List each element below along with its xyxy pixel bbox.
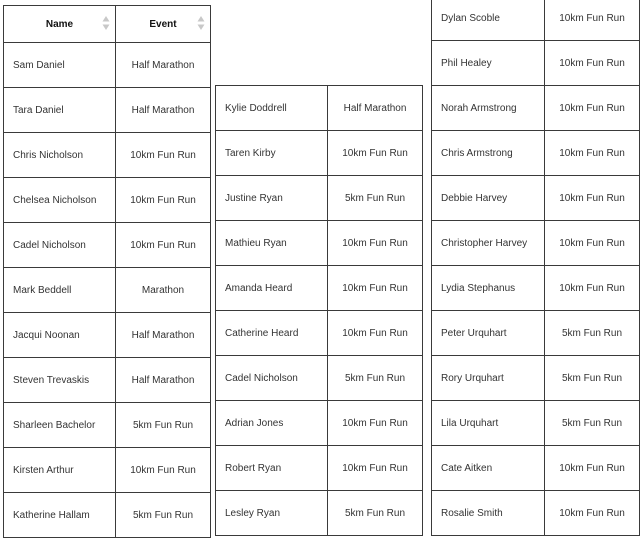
- name-column-header[interactable]: [4, 6, 116, 43]
- event-type: Half Marathon: [116, 43, 211, 88]
- runner-name: Lesley Ryan: [216, 491, 328, 536]
- event-type: 10km Fun Run: [116, 178, 211, 223]
- table-row: [4, 133, 211, 178]
- event-type: 10km Fun Run: [328, 266, 423, 311]
- event-type: 5km Fun Run: [328, 356, 423, 401]
- table-row: [4, 88, 211, 133]
- event-type: Marathon: [116, 268, 211, 313]
- table-row: [4, 358, 211, 403]
- table-row: [432, 131, 640, 176]
- table-row: [432, 176, 640, 221]
- runner-name: Kylie Doddrell: [216, 86, 328, 131]
- table-row: [216, 311, 423, 356]
- table-row: [4, 43, 211, 88]
- registrations-table-3: [431, 0, 640, 536]
- event-type: 10km Fun Run: [328, 131, 423, 176]
- runner-name: Lila Urquhart: [432, 401, 545, 446]
- runner-name: Sam Daniel: [4, 43, 116, 88]
- event-type: 10km Fun Run: [545, 0, 640, 41]
- runner-name: Steven Trevaskis: [4, 358, 116, 403]
- table-row: [4, 448, 211, 493]
- registrations-table-1: [3, 5, 211, 538]
- event-type: Half Marathon: [116, 358, 211, 403]
- table-row: [4, 268, 211, 313]
- runner-name: Rosalie Smith: [432, 491, 545, 536]
- event-type: 10km Fun Run: [545, 176, 640, 221]
- runner-name: Katherine Hallam: [4, 493, 116, 538]
- runner-name: Peter Urquhart: [432, 311, 545, 356]
- event-type: 10km Fun Run: [116, 223, 211, 268]
- sort-icon[interactable]: [197, 15, 205, 31]
- event-type: 10km Fun Run: [545, 446, 640, 491]
- runner-name: Adrian Jones: [216, 401, 328, 446]
- runner-name: Jacqui Noonan: [4, 313, 116, 358]
- table-row: [216, 446, 423, 491]
- runner-name: Sharleen Bachelor: [4, 403, 116, 448]
- registrations-table-2: [215, 85, 423, 536]
- event-type: 10km Fun Run: [545, 491, 640, 536]
- table-row: [432, 311, 640, 356]
- table-row: [432, 356, 640, 401]
- table-row: [216, 266, 423, 311]
- table-row: [432, 0, 640, 41]
- event-type: 10km Fun Run: [545, 86, 640, 131]
- event-type: 10km Fun Run: [545, 221, 640, 266]
- event-header-label: Event: [149, 18, 177, 30]
- runner-name: Cadel Nicholson: [4, 223, 116, 268]
- event-type: Half Marathon: [116, 313, 211, 358]
- table-header-row: [4, 6, 211, 43]
- table-row: [216, 221, 423, 266]
- runner-name: Tara Daniel: [4, 88, 116, 133]
- table-row: [216, 131, 423, 176]
- runner-name: Debbie Harvey: [432, 176, 545, 221]
- runner-name: Cate Aitken: [432, 446, 545, 491]
- event-type: 10km Fun Run: [545, 266, 640, 311]
- table-row: [4, 223, 211, 268]
- event-type: Half Marathon: [116, 88, 211, 133]
- table-row: [432, 86, 640, 131]
- event-type: 10km Fun Run: [545, 131, 640, 176]
- event-type: 5km Fun Run: [328, 491, 423, 536]
- sort-icon[interactable]: [102, 15, 110, 31]
- runner-name: Robert Ryan: [216, 446, 328, 491]
- event-type: 10km Fun Run: [328, 311, 423, 356]
- name-header-label: Name: [45, 18, 74, 30]
- runner-name: Norah Armstrong: [432, 86, 545, 131]
- table-row: [432, 401, 640, 446]
- event-type: 5km Fun Run: [328, 176, 423, 221]
- table-row: [216, 356, 423, 401]
- event-type: 10km Fun Run: [328, 401, 423, 446]
- event-type: 5km Fun Run: [116, 403, 211, 448]
- event-type: Half Marathon: [328, 86, 423, 131]
- event-type: 10km Fun Run: [116, 448, 211, 493]
- table-row: [216, 176, 423, 221]
- event-column-header[interactable]: [116, 6, 211, 43]
- runner-name: Chris Armstrong: [432, 131, 545, 176]
- runner-name: Kirsten Arthur: [4, 448, 116, 493]
- runner-name: Amanda Heard: [216, 266, 328, 311]
- runner-name: Phil Healey: [432, 41, 545, 86]
- event-type: 5km Fun Run: [116, 493, 211, 538]
- table-row: [216, 86, 423, 131]
- runner-name: Rory Urquhart: [432, 356, 545, 401]
- runner-name: Chelsea Nicholson: [4, 178, 116, 223]
- table-row: [432, 266, 640, 311]
- event-type: 5km Fun Run: [545, 356, 640, 401]
- runner-name: Lydia Stephanus: [432, 266, 545, 311]
- event-type: 5km Fun Run: [545, 401, 640, 446]
- event-type: 10km Fun Run: [328, 446, 423, 491]
- runner-name: Chris Nicholson: [4, 133, 116, 178]
- event-type: 10km Fun Run: [116, 133, 211, 178]
- runner-name: Cadel Nicholson: [216, 356, 328, 401]
- table-row: [432, 221, 640, 266]
- runner-name: Mark Beddell: [4, 268, 116, 313]
- event-type: 10km Fun Run: [545, 41, 640, 86]
- table-row: [4, 493, 211, 538]
- runner-name: Mathieu Ryan: [216, 221, 328, 266]
- table-row: [216, 491, 423, 536]
- table-row: [4, 178, 211, 223]
- runner-name: Taren Kirby: [216, 131, 328, 176]
- runner-name: Dylan Scoble: [432, 0, 545, 41]
- table-row: [216, 401, 423, 446]
- table-row: [432, 491, 640, 536]
- runner-name: Christopher Harvey: [432, 221, 545, 266]
- table-row: [4, 403, 211, 448]
- table-row: [432, 41, 640, 86]
- runner-name: Catherine Heard: [216, 311, 328, 356]
- event-type: 5km Fun Run: [545, 311, 640, 356]
- runner-name: Justine Ryan: [216, 176, 328, 221]
- event-type: 10km Fun Run: [328, 221, 423, 266]
- table-row: [4, 313, 211, 358]
- table-row: [432, 446, 640, 491]
